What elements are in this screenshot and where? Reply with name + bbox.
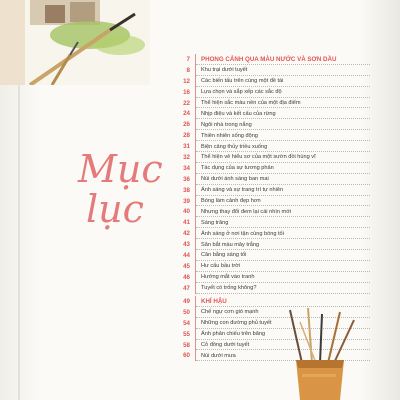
divider [195,350,196,361]
entry-title: Hướng mắt vào tranh [201,274,255,281]
entry-title: Bóng làm cảnh đẹp hơn [201,198,261,205]
script-title-word-2: lục [86,187,144,231]
entry-title: Tuyết có trống không? [201,285,257,292]
page-number: 16 [183,88,190,96]
toc-entry[interactable] [170,87,370,98]
entry-title: Nhưng thay đổi đem lại cái nhìn mới [201,208,292,215]
page-number: 36 [183,175,190,183]
paintbrushes-illustration [282,308,362,400]
divider [195,307,196,318]
entry-title: Những con đường phủ tuyết [201,320,272,327]
page-number: 39 [183,197,190,205]
page-number: 45 [183,262,190,270]
divider [195,250,196,261]
toc-entry[interactable] [170,130,370,141]
page-number: 12 [183,77,190,85]
toc-entry[interactable] [170,283,370,294]
section-title: KHÍ HẬU [201,297,227,305]
page-number: 58 [183,341,190,349]
divider [195,141,196,152]
entry-title: Ánh sáng và sự trang trí tự nhiên [201,187,284,194]
entry-title: Săn bắt màu mây trắng [201,241,260,248]
page-number: 7 [186,55,190,63]
toc-entry[interactable] [170,228,370,239]
divider [195,318,196,329]
toc-entry[interactable] [170,196,370,207]
toc-entry[interactable] [170,206,370,217]
page-number: 55 [183,330,190,338]
divider [195,272,196,283]
divider [195,108,196,119]
toc-entry[interactable] [170,239,370,250]
divider [195,228,196,239]
entry-title: Khu trại dưới tuyết [201,67,248,74]
page-number: 26 [183,121,190,129]
toc-entry[interactable] [170,163,370,174]
entry-title: Thiên nhiên sống động [201,132,258,139]
watercolor-illustration-top [0,0,150,85]
page-number: 54 [183,319,190,327]
page-number: 44 [183,251,190,259]
toc-section-landscape [170,54,370,294]
page-number: 8 [186,66,190,74]
toc-section-heading[interactable] [170,54,370,65]
entry-title: Sáng trăng [201,219,229,226]
divider [195,217,196,228]
page-number: 34 [183,164,190,172]
divider [195,329,196,340]
divider [195,130,196,141]
entry-title: Lựa chọn và sắp xếp các sắc độ [201,89,282,96]
page-number: 47 [183,284,190,292]
toc-entry[interactable] [170,174,370,185]
toc-entry[interactable] [170,217,370,228]
entry-title: Cân bằng sáng tối [201,252,247,259]
divider [195,196,196,207]
divider [195,87,196,98]
divider [195,283,196,294]
divider [195,174,196,185]
page-number: 28 [183,132,190,140]
divider [195,185,196,196]
divider [195,76,196,87]
divider [195,340,196,351]
page-number: 60 [183,352,190,360]
page-number: 32 [183,153,190,161]
page-number: 24 [183,110,190,118]
toc-entry[interactable] [170,76,370,87]
divider [195,65,196,76]
page-number: 41 [183,219,190,227]
divider [195,98,196,109]
entry-title: Hư cấu bầu trời [201,263,241,270]
page-number: 49 [183,297,190,305]
toc-entry[interactable] [170,152,370,163]
divider [195,119,196,130]
page-number: 31 [183,143,190,151]
entry-title: Chế ngự cơn gió mạnh [201,309,259,316]
entry-title: Núi dưới mưa [201,352,236,359]
page-number: 40 [183,208,190,216]
toc-entry[interactable] [170,119,370,130]
entry-title: Thể hiện vẻ hiểu sơ của một sườn đồi hùng vĩ [201,154,316,161]
entry-title: Cỏ đồng dưới tuyết [201,342,250,348]
page-number: 42 [183,230,190,238]
page-number: 46 [183,273,190,281]
script-title-word-1: Mục [78,147,163,191]
toc-entry[interactable] [170,250,370,261]
divider [195,206,196,217]
page-number: 43 [183,241,190,249]
toc-entry[interactable] [170,98,370,109]
entry-title: Ngôi nhà trong nắng [201,121,252,128]
entry-title: Tác dụng của sự tương phản [201,165,274,172]
entry-title: Nhịp điệu và kết cấu của rừng [201,110,276,117]
divider [195,163,196,174]
toc-entry[interactable] [170,185,370,196]
divider [195,152,196,163]
page-number: 50 [183,308,190,316]
entry-title: Thể hiện sắc màu nền của một địa điểm [201,100,301,106]
toc-section-heading[interactable] [170,296,370,307]
toc-entry[interactable] [170,272,370,283]
divider [195,54,196,65]
divider [195,239,196,250]
entry-title: Các biến tấu trên cùng một đề tài [201,78,284,85]
entry-title: Núi dưới ánh sáng ban mai [201,176,269,183]
entry-title: Biện cảng thủy triều xuống [201,143,268,150]
page-number: 22 [183,99,190,107]
entry-title: Ánh phản chiếu trên băng [201,331,266,338]
toc-entry[interactable] [170,65,370,76]
divider [195,261,196,272]
page-number: 38 [183,186,190,194]
toc-entry[interactable] [170,141,370,152]
toc-script-title [78,147,178,250]
toc-entry[interactable] [170,108,370,119]
toc-entry[interactable] [170,261,370,272]
entry-title: Ánh sáng ở nơi tận cùng bóng tối [201,230,284,237]
divider [195,296,196,307]
section-title: PHONG CẢNH QUA MÀU NƯỚC VÀ SƠN DẦU [201,55,337,63]
